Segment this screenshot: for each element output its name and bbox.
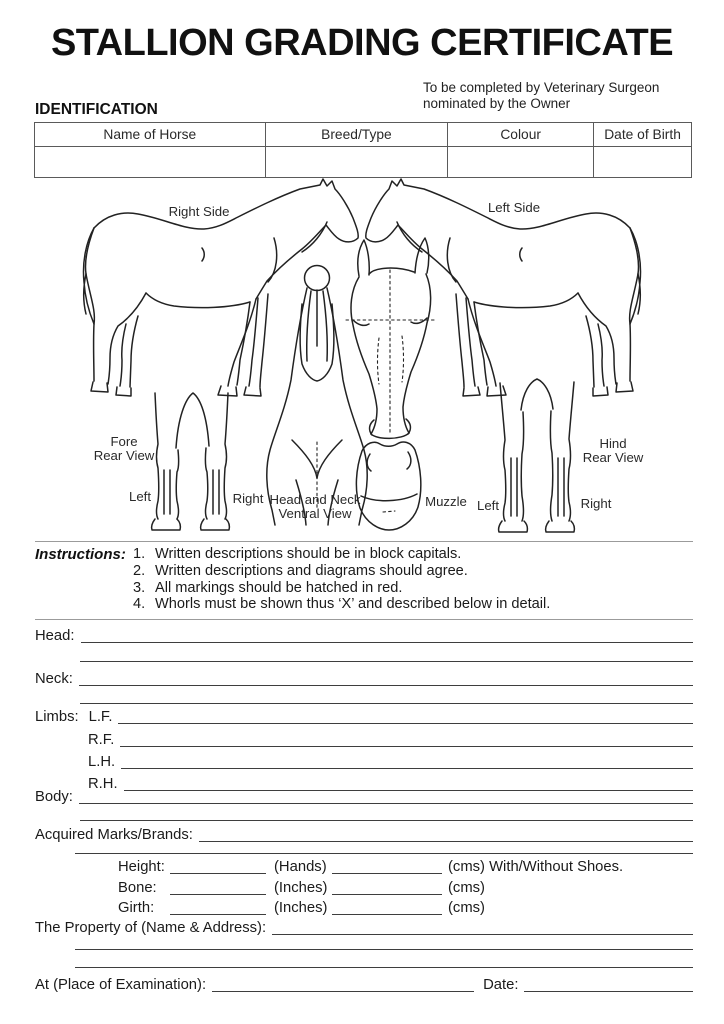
acquired-marks-input-line[interactable] (199, 841, 693, 842)
label-ventral-view-line1: Head and Neck (269, 492, 361, 507)
label-fore-rear-view (94, 435, 155, 463)
lf-label: L.F. (88, 709, 113, 726)
identification-heading: IDENTIFICATION (35, 101, 158, 118)
limbs-lh-field (35, 750, 693, 770)
completion-note-line1: To be completed by Veterinary Surgeon (423, 80, 660, 95)
lf-input-line[interactable] (118, 723, 693, 724)
instruction-item-3 (133, 580, 550, 597)
acquired-marks-label: Acquired Marks/Brands: (35, 827, 193, 844)
neck-input-line[interactable] (79, 685, 693, 686)
date-label: Date: (483, 977, 519, 994)
column-header-name-of-horse: Name of Horse (35, 123, 266, 147)
label-muzzle: Muzzle (425, 494, 467, 509)
label-hind-left: Left (477, 498, 499, 513)
girth-label: Girth: (118, 900, 155, 917)
neck-label: Neck: (35, 671, 73, 688)
girth-field (35, 896, 693, 916)
body-field (35, 785, 693, 805)
head-input-line[interactable] (81, 642, 694, 643)
height-cms-input-line[interactable] (332, 873, 442, 874)
label-hind-right: Right (580, 496, 612, 511)
label-ventral-view-line2: Ventral View (278, 506, 352, 521)
identification-table (34, 122, 692, 178)
height-label: Height: (118, 859, 165, 876)
limbs-label: Limbs: (35, 709, 79, 726)
head-input-line-2[interactable] (80, 661, 693, 662)
property-of-label: The Property of (Name & Address): (35, 920, 267, 937)
limbs-lf-field (35, 705, 693, 725)
girth-cms-input-line[interactable] (332, 914, 442, 915)
bone-label: Bone: (118, 880, 157, 897)
column-header-colour: Colour (448, 123, 594, 147)
body-input-line-2[interactable] (80, 820, 693, 821)
divider-top (35, 541, 693, 542)
girth-inches-input-line[interactable] (170, 914, 266, 915)
horse-diagram-illustration (34, 178, 690, 539)
lh-input-line[interactable] (121, 768, 693, 769)
place-of-examination-input-line[interactable] (212, 991, 474, 992)
divider-bottom (35, 619, 693, 620)
instruction-text: Written descriptions should be in block capitals. (155, 546, 462, 562)
instruction-number: 4. (133, 596, 146, 613)
acquired-marks-field (35, 823, 693, 843)
cell-name-of-horse[interactable] (35, 147, 266, 178)
label-right-side: Right Side (168, 204, 230, 219)
height-unit-cms: (cms) With/Without Shoes. (448, 859, 624, 876)
fore-rear-view-drawing (152, 393, 230, 530)
instruction-text: All markings should be hatched in red. (155, 579, 403, 596)
instructions-section (35, 546, 693, 613)
bone-inches-input-line[interactable] (170, 894, 266, 895)
cell-date-of-birth[interactable] (594, 147, 692, 178)
completion-note-line2: nominated by the Owner (423, 96, 571, 111)
ventral-view-drawing (267, 266, 367, 526)
neck-input-line-2[interactable] (80, 703, 693, 704)
column-header-date-of-birth: Date of Birth (594, 123, 692, 147)
head-field (35, 624, 693, 644)
place-and-date-field (35, 973, 693, 993)
bone-unit-inches: (Inches) (274, 880, 328, 897)
instruction-item-1 (133, 546, 550, 563)
column-header-breed-type: Breed/Type (265, 123, 448, 147)
body-label: Body: (35, 789, 73, 806)
property-of-field (35, 916, 693, 936)
rf-input-line[interactable] (120, 746, 693, 747)
girth-unit-cms: (cms) (448, 900, 485, 917)
instruction-number: 3. (133, 579, 146, 596)
body-input-line[interactable] (79, 803, 693, 804)
instruction-text: Whorls must be shown thus ‘X’ and described below in detail. (155, 596, 551, 613)
label-hind-rear-view-line1: Hind (599, 436, 627, 451)
instruction-item-2 (133, 563, 550, 580)
bone-cms-input-line[interactable] (332, 894, 442, 895)
label-fore-left: Left (129, 489, 151, 504)
hind-rear-view-drawing (499, 379, 575, 532)
instructions-label: Instructions: (35, 546, 126, 563)
property-of-input-line-3[interactable] (75, 967, 693, 968)
bone-field (35, 876, 693, 896)
instruction-number: 2. (133, 562, 146, 579)
label-hind-rear-view-line2: Rear View (582, 450, 644, 465)
neck-field (35, 667, 693, 687)
property-of-input-line-2[interactable] (75, 949, 693, 950)
instruction-text: Written descriptions and diagrams should agree. (155, 562, 468, 579)
instructions-list (133, 546, 550, 613)
lh-label: L.H. (88, 754, 116, 771)
head-label: Head: (35, 628, 75, 645)
instruction-item-4 (133, 596, 550, 613)
height-hands-input-line[interactable] (170, 873, 266, 874)
label-hind-rear-view (583, 437, 644, 465)
head-front-view-drawing (346, 238, 434, 438)
bone-unit-cms: (cms) (448, 880, 485, 897)
girth-unit-inches: (Inches) (274, 900, 328, 917)
rf-label: R.F. (88, 732, 115, 749)
completion-note (423, 80, 659, 112)
cell-breed-type[interactable] (265, 147, 448, 178)
place-of-examination-label: At (Place of Examination): (35, 977, 207, 994)
label-fore-rear-view-line1: Fore (110, 434, 138, 449)
limbs-rf-field (35, 728, 693, 748)
label-fore-right: Right (232, 491, 264, 506)
table-row (35, 147, 692, 178)
label-left-side: Left Side (487, 200, 541, 215)
acquired-marks-input-line-2[interactable] (75, 853, 693, 854)
horse-diagram (34, 178, 690, 539)
instruction-number: 1. (133, 546, 146, 562)
height-field (35, 855, 693, 875)
rh-label: R.H. (88, 776, 118, 793)
page-title: STALLION GRADING CERTIFICATE (50, 22, 674, 64)
label-ventral-view (270, 493, 361, 521)
date-input-line[interactable] (524, 991, 693, 992)
height-unit-hands: (Hands) (274, 859, 327, 876)
property-of-input-line[interactable] (272, 934, 693, 935)
label-fore-rear-view-line2: Rear View (93, 448, 155, 463)
cell-colour[interactable] (448, 147, 594, 178)
